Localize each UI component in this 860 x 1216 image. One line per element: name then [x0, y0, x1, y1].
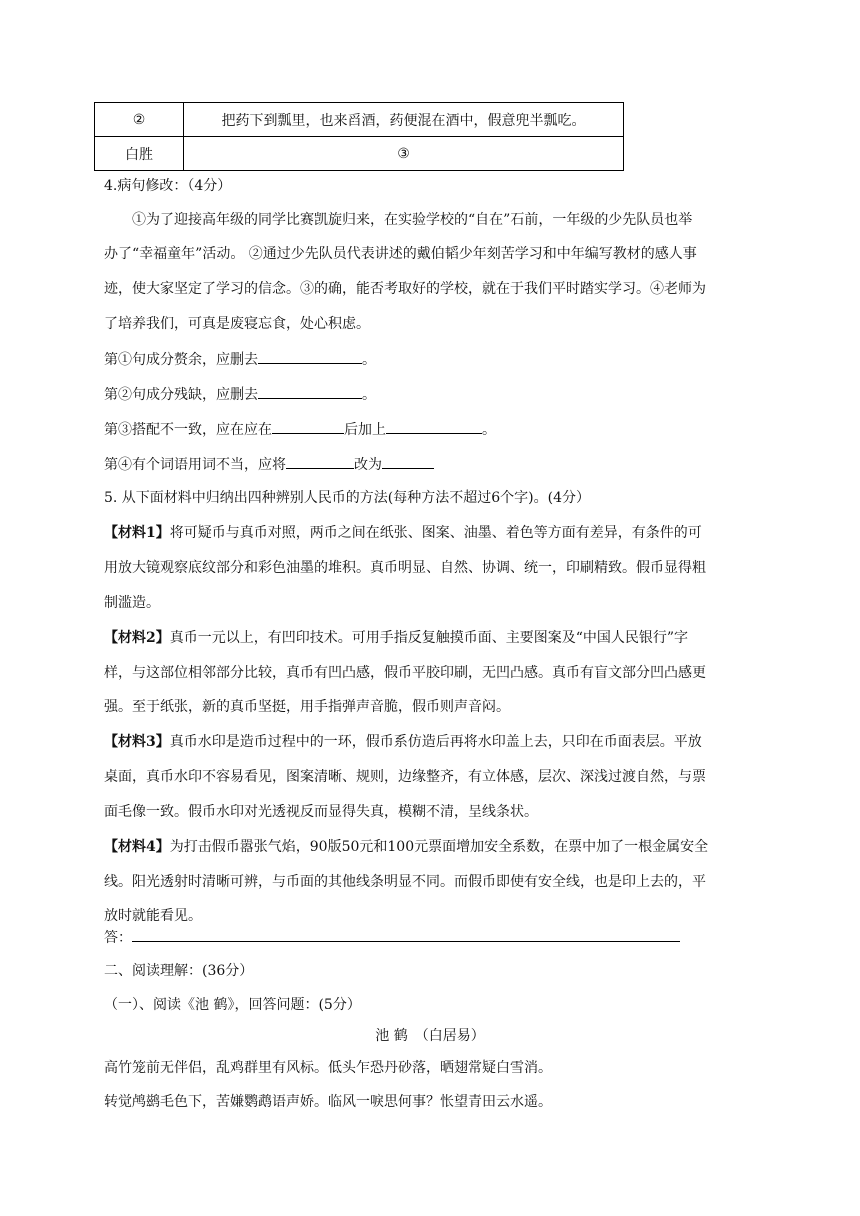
material-1-line: 用放大镜观察底纹部分和彩色油墨的堆积。真币明显、自然、协调、统一，印刷精致。假币显得粗 [104, 560, 706, 576]
section-heading: 二、阅读理解：(36分） [104, 963, 254, 979]
material-4-line: 线。阳光透射时清晰可辨，与币面的其他线条明显不同。而假币即使有安全线，也是印上去的，平 [104, 874, 706, 890]
material-4-line: 放时就能看见。 [104, 908, 202, 924]
q4-answer-4 [104, 454, 434, 475]
table-cell-content: ③ [184, 137, 624, 171]
material-3-line [104, 732, 702, 752]
table-row [95, 103, 624, 137]
answer-blank[interactable] [272, 419, 344, 434]
material-2-line [104, 628, 688, 648]
answer-prompt: 第①句成分赘余，应删去 [104, 352, 258, 368]
q4-paragraph-line: 办了“幸福童年”活动。 ②通过少先队员代表讲述的戴伯韬少年刻苦学习和中年编写教材的感人事 [104, 246, 697, 262]
q5-answer [104, 927, 680, 948]
material-2-line: 样，与这部位相邻部分比较，真币有凹凸感，假币平胶印刷，无凹凸感。真币有盲文部分凹凸感更 [104, 665, 706, 681]
material-4-line [104, 837, 708, 857]
q4-answer-1 [104, 349, 376, 370]
material-2-line: 强。至于纸张，新的真币坚挺，用手指弹声音脆，假币则声音闷。 [104, 699, 510, 715]
material-label: 【材料2】 [104, 630, 170, 646]
answer-blank[interactable] [258, 384, 362, 399]
answer-mid: 后加上 [344, 422, 386, 438]
material-label: 【材料3】 [104, 734, 170, 750]
q4-answer-2 [104, 384, 376, 405]
answer-prompt: 第④有个词语用词不当，应将 [104, 457, 286, 473]
answer-mid: 改为 [354, 457, 382, 473]
answer-blank[interactable] [382, 454, 434, 469]
material-text: 真币一元以上，有凹印技术。可用手指反复触摸币面、主要图案及“中国人民银行”字 [169, 630, 689, 646]
answer-label: 答： [104, 930, 132, 946]
poem-line: 转觉鸬鹚毛色下，苦嫌鹦鹉语声娇。临风一唳思何事？怅望青田云水遥。 [104, 1094, 552, 1110]
q4-paragraph-line: 了培养我们，可真是废寝忘食，处心积虑。 [104, 316, 370, 332]
q4-paragraph-line: 迹，使大家坚定了学习的信念。③的确，能否考取好的学校，就在于我们平时踏实学习。④老师为 [104, 281, 706, 297]
poem-title: 池 鹤 （白居易） [375, 1028, 485, 1044]
subsection-heading: （一）、阅读《池 鹤》，回答问题：(5分） [104, 997, 361, 1013]
material-3-line: 面毛像一致。假币水印对光透视反而显得失真，模糊不清，呈线条状。 [104, 804, 538, 820]
answer-suffix: 。 [482, 422, 496, 438]
material-1-line [104, 523, 702, 543]
material-text: 将可疑币与真币对照，两币之间在纸张、图案、油墨、着色等方面有差异，有条件的可 [169, 525, 702, 541]
q5-heading: 5. 从下面材料中归纳出四种辨别人民币的方法(每种方法不超过6个字)。(4分） [104, 490, 591, 506]
answer-suffix: 。 [362, 352, 376, 368]
material-text: 真币水印是造币过程中的一环，假币系仿造后再将水印盖上去，只印在币面表层。平放 [169, 734, 702, 750]
answer-blank[interactable] [386, 419, 482, 434]
material-label: 【材料1】 [104, 525, 170, 541]
table-cell-label: 白胜 [95, 137, 184, 171]
poem-line: 高竹笼前无伴侣，乱鸡群里有风标。低头乍恐丹砂落，晒翅常疑白雪消。 [104, 1060, 552, 1076]
answer-suffix: 。 [362, 387, 376, 403]
q4-heading: 4.病句修改：（4分） [104, 178, 232, 194]
answer-table [94, 102, 624, 171]
material-3-line: 桌面，真币水印不容易看见，图案清晰、规则，边缘整齐，有立体感，层次、深浅过渡自然，与票 [104, 769, 706, 785]
answer-prompt: 第③搭配不一致，应在应在 [104, 422, 272, 438]
material-text: 为打击假币嚣张气焰，90版50元和100元票面增加安全系数，在票中加了一根金属安全 [169, 839, 709, 855]
q4-paragraph-line: ①为了迎接高年级的同学比赛凯旋归来，在实验学校的“自在”石前，一年级的少先队员也举 [132, 212, 693, 228]
material-label: 【材料4】 [104, 839, 170, 855]
answer-blank[interactable] [258, 349, 362, 364]
table-cell-label: ② [95, 103, 184, 137]
answer-prompt: 第②句成分残缺，应删去 [104, 387, 258, 403]
table-cell-content: 把药下到瓢里，也来舀酒，药便混在酒中，假意兜半瓢吃。 [184, 103, 624, 137]
q4-answer-3 [104, 419, 496, 440]
answer-blank[interactable] [286, 454, 354, 469]
answer-line[interactable] [132, 927, 680, 942]
material-1-line: 制滥造。 [104, 595, 160, 611]
table-row [95, 137, 624, 171]
